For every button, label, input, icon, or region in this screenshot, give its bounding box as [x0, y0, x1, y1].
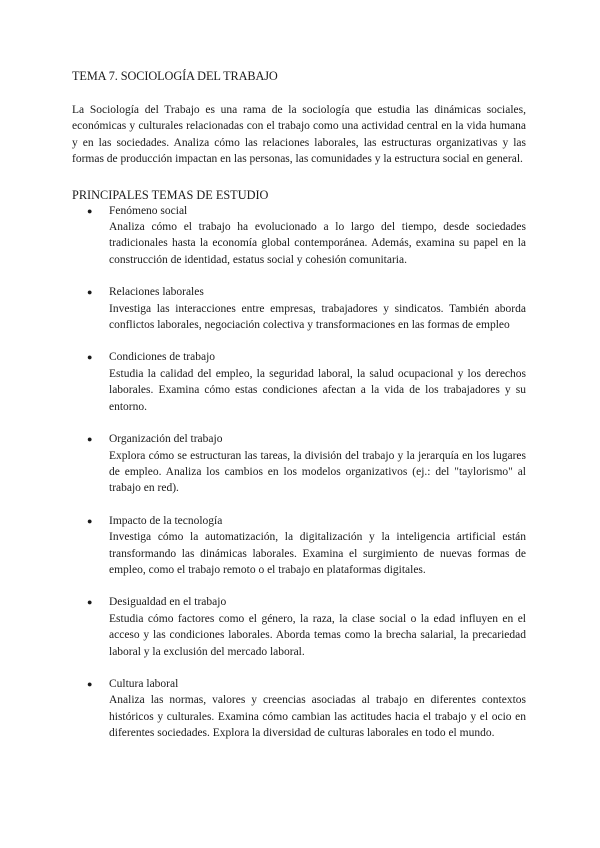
topic-description: Analiza las normas, valores y creencias asociadas al trabajo en diferentes contextos históricos y culturales. Examina cómo cambian las actitudes hacia el trabajo y el ocio en diferentes sociedades. Explora la diversidad de culturas laborales en todo el mundo. — [109, 694, 526, 740]
list-item — [72, 284, 526, 333]
list-item — [72, 349, 526, 415]
list-item — [72, 513, 526, 579]
intro-paragraph: La Sociología del Trabajo es una rama de la sociología que estudia las dinámicas sociales, económicas y culturales relacionadas con el trabajo como una actividad central en la vida humana y en las sociedades. Analiza cómo las relaciones laborales, las estructuras organizativas y las formas de producción impactan en las personas, las comunidades y la estructura social en general. — [72, 104, 526, 166]
document-title: TEMA 7. SOCIOLOGÍA DEL TRABAJO — [72, 69, 278, 83]
bullet-icon: ● — [87, 287, 93, 298]
bullet-icon: ● — [87, 352, 93, 363]
topic-description: Estudia la calidad del empleo, la seguridad laboral, la salud ocupacional y los derechos laborales. Examina cómo estas condiciones afectan a la vida de los trabajadores y su entorno. — [109, 367, 526, 413]
topic-title: Relaciones laborales — [109, 286, 204, 299]
topic-title: Impacto de la tecnología — [109, 514, 223, 527]
list-item — [72, 594, 526, 660]
topic-list — [72, 203, 526, 742]
topic-description: Investiga cómo la automatización, la digitalización y la inteligencia artificial están transformando las dinámicas laborales. Examina el surgimiento de nuevas formas de empleo, como el trabajo remoto o el trabajo en plataformas digitales. — [109, 531, 526, 576]
topic-title: Condiciones de trabajo — [109, 351, 216, 364]
topic-title: Fenómeno social — [109, 204, 188, 217]
topic-description: Analiza cómo el trabajo ha evolucionado a lo largo del tiempo, desde sociedades tradicionales hasta la economía global contemporánea. Además, examina su papel en la construcción de identidad, estatus social y cohesión comunitaria. — [109, 221, 526, 266]
bullet-icon: ● — [87, 515, 93, 526]
topic-title: Cultura laboral — [109, 677, 179, 690]
bullet-icon: ● — [87, 597, 93, 608]
bullet-icon: ● — [87, 678, 93, 689]
topic-description: Estudia cómo factores como el género, la raza, la clase social o la edad influyen en el acceso y las condiciones laborales. Aborda temas como la brecha salarial, la precariedad laboral y la exclusión del mercado laboral. — [109, 612, 526, 658]
list-item — [72, 676, 526, 742]
list-item — [72, 431, 526, 497]
document-page — [72, 68, 526, 758]
list-item — [72, 203, 526, 269]
topic-title: Organización del trabajo — [109, 433, 223, 446]
topic-description: Explora cómo se estructuran las tareas, la división del trabajo y la jerarquía en los lugares de empleo. Analiza los cambios en los modelos organizativos (ej.: del "taylorismo" al trabajo en red). — [109, 449, 526, 495]
topic-description: Investiga las interacciones entre empresas, trabajadores y sindicatos. También aborda conflictos laborales, negociación colectiva y transformaciones en las formas de empleo — [109, 302, 526, 332]
bullet-icon: ● — [87, 434, 93, 445]
bullet-icon: ● — [87, 205, 93, 216]
section-heading: PRINCIPALES TEMAS DE ESTUDIO — [72, 187, 269, 202]
topic-title: Desigualdad en el trabajo — [109, 596, 227, 609]
